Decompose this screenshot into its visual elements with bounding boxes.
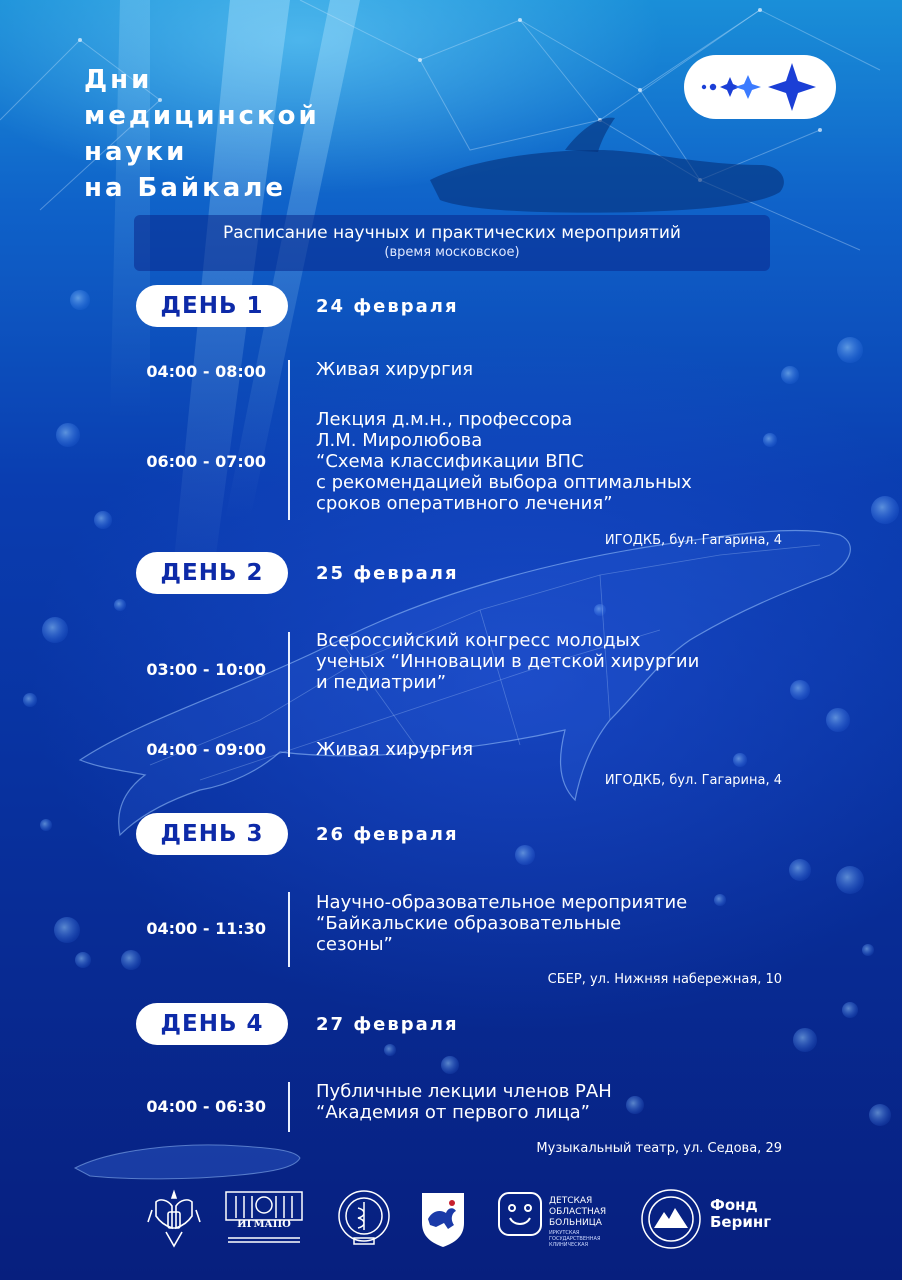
day-3-place: СБЕР, ул. Нижняя набережная, 10 (547, 972, 782, 987)
day-2-timeline (288, 632, 290, 757)
day-3-badge: ДЕНЬ 3 (136, 813, 288, 855)
day-2-event-1-title: Всероссийский конгресс молодых ученых “Инновации в детской хирургии и педиатрии” (316, 630, 700, 693)
event-logo-icon (684, 55, 836, 119)
day-3-date: 26 февраля (316, 824, 459, 845)
day-1-timeline (288, 360, 290, 520)
day-2-badge: ДЕНЬ 2 (136, 552, 288, 594)
day-2-place: ИГОДКБ, бул. Гагарина, 4 (604, 773, 782, 788)
day-1-badge: ДЕНЬ 1 (136, 285, 288, 327)
page-title: Дни медицинской науки на Байкале (84, 65, 320, 203)
day-4-timeline (288, 1082, 290, 1132)
day-4-event-1-time: 04:00 - 06:30 (146, 1097, 266, 1116)
day-2-event-2-title: Живая хирургия (316, 739, 474, 760)
day-1-event-1-time: 04:00 - 08:00 (146, 362, 266, 381)
day-1-event-2-title: Лекция д.м.н., профессора Л.М. Миролюбова “Схема классификации ВПС с рекомендацией выбора оптимальных сроков оперативного лечения” (316, 409, 692, 514)
children-hospital-sublabel: ИРКУТСКАЯ ГОСУДАРСТВЕННАЯ КЛИНИЧЕСКАЯ (549, 1230, 601, 1248)
day-2-event-1-time: 03:00 - 10:00 (146, 660, 266, 679)
children-hospital-label: ДЕТСКАЯ ОБЛАСТНАЯ БОЛЬНИЦА (549, 1196, 607, 1228)
irkutsk-emblem-icon (418, 1189, 468, 1249)
fond-bering-label: Фонд Беринг (710, 1196, 772, 1231)
day-4-place: Музыкальный театр, ул. Седова, 29 (536, 1141, 782, 1156)
day-3-event-1-time: 04:00 - 11:30 (146, 919, 266, 938)
day-4-event-1-title: Публичные лекции членов РАН “Академия от первого лица” (316, 1081, 612, 1123)
igmapo-label: ИГМАПО (237, 1219, 291, 1230)
children-hospital-logo-icon (496, 1190, 544, 1238)
day-4-date: 27 февраля (316, 1014, 459, 1035)
university-logo-icon (336, 1188, 392, 1248)
schedule-timezone: (время московское) (384, 245, 520, 260)
day-1-place: ИГОДКБ, бул. Гагарина, 4 (604, 533, 782, 548)
schedule-title: Расписание научных и практических мероприятий (223, 223, 681, 243)
fond-bering-logo-icon (640, 1188, 702, 1250)
day-1-event-2-time: 06:00 - 07:00 (146, 452, 266, 471)
day-1-event-1-title: Живая хирургия (316, 359, 474, 380)
event-logo (684, 55, 836, 119)
ministry-emblem-icon (146, 1188, 202, 1254)
day-3-timeline (288, 892, 290, 967)
day-4-badge: ДЕНЬ 4 (136, 1003, 288, 1045)
day-3-event-1-title: Научно-образовательное мероприятие “Байкальские образовательные сезоны” (316, 892, 688, 955)
day-1-date: 24 февраля (316, 296, 459, 317)
day-2-event-2-time: 04:00 - 09:00 (146, 740, 266, 759)
day-2-date: 25 февраля (316, 563, 459, 584)
subtitle-banner (134, 215, 770, 271)
